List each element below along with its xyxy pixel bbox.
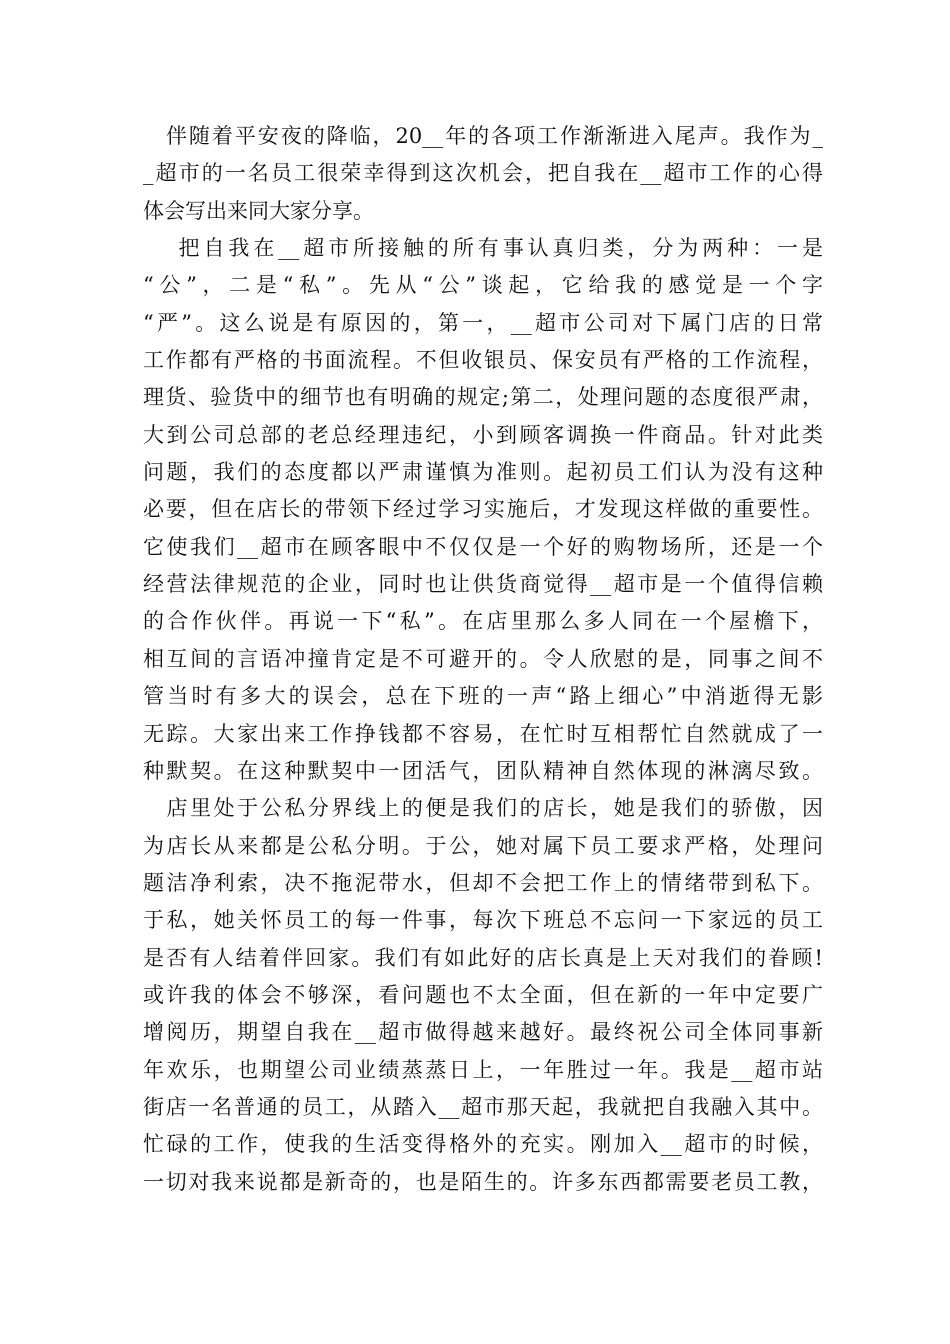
text-line: 经营法律规范的企业，同时也让供货商觉得__超市是一个值得信赖 [143, 572, 823, 597]
text-line: 体会写出来同大家分享。 [143, 198, 374, 223]
text-line: 店里处于公私分界线上的便是我们的店长，她是我们的骄傲，因 [143, 796, 823, 821]
text-line: 于私，她关怀员工的每一件事，每次下班总不忘问一下家远的员工 [143, 908, 823, 933]
text-line: “公”，二是“私”。先从“公”谈起，它给我的感觉是一个字 [143, 273, 823, 298]
text-line: _超市的一名员工很荣幸得到这次机会，把自我在__超市工作的心得 [143, 161, 823, 186]
document-body [143, 118, 823, 1201]
text-line: 或许我的体会不够深，看问题也不太全面，但在新的一年中定要广 [143, 982, 823, 1007]
text-line: 种默契。在这种默契中一团活气，团队精神自然体现的淋漓尽致。 [143, 758, 823, 783]
text-line: 一切对我来说都是新奇的，也是陌生的。许多东西都需要老员工教， [143, 1169, 823, 1194]
text-line: 无踪。大家出来工作挣钱都不容易，在忙时互相帮忙自然就成了一 [143, 721, 823, 746]
document-page [143, 118, 823, 1201]
text-line: 问题，我们的态度都以严肃谨慎为准则。起初员工们认为没有这种 [143, 460, 823, 485]
text-line: 必要，但在店长的带领下经过学习实施后，才发现这样做的重要性。 [143, 497, 823, 522]
text-line: 它使我们__超市在顾客眼中不仅仅是一个好的购物场所，还是一个 [143, 534, 823, 559]
text-line: 题洁净利索，决不拖泥带水，但却不会把工作上的情绪带到私下。 [143, 870, 823, 895]
text-line: 相互间的言语冲撞肯定是不可避开的。令人欣慰的是，同事之间不 [143, 646, 823, 671]
text-line: 大到公司总部的老总经理违纪，小到顾客调换一件商品。针对此类 [143, 422, 823, 447]
text-line: 年欢乐，也期望公司业绩蒸蒸日上，一年胜过一年。我是__超市站 [143, 1057, 823, 1082]
text-line: 把自我在__超市所接触的所有事认真归类，分为两种：一是 [143, 236, 823, 261]
text-line: 理货、验货中的细节也有明确的规定;第二，处理问题的态度很严肃， [143, 385, 823, 410]
text-line: 为店长从来都是公私分明。于公，她对属下员工要求严格，处理问 [143, 833, 823, 858]
text-line: 伴随着平安夜的降临，20__年的各项工作渐渐进入尾声。我作为_ [143, 124, 823, 148]
text-line: 忙碌的工作，使我的生活变得格外的充实。刚加入__超市的时候， [143, 1132, 823, 1157]
text-line: 是否有人结着伴回家。我们有如此好的店长真是上天对我们的眷顾! [143, 945, 823, 970]
text-line: 增阅历，期望自我在__超市做得越来越好。最终祝公司全体同事新 [143, 1020, 823, 1045]
text-line: 管当时有多大的误会，总在下班的一声“路上细心”中消逝得无影 [143, 684, 823, 709]
text-line: 街店一名普通的员工，从踏入__超市那天起，我就把自我融入其中。 [143, 1094, 823, 1119]
text-line: “严”。这么说是有原因的，第一，__超市公司对下属门店的日常 [143, 310, 823, 335]
text-line: 工作都有严格的书面流程。不但收银员、保安员有严格的工作流程， [143, 348, 823, 373]
text-line: 的合作伙伴。再说一下“私”。在店里那么多人同在一个屋檐下， [143, 609, 823, 634]
